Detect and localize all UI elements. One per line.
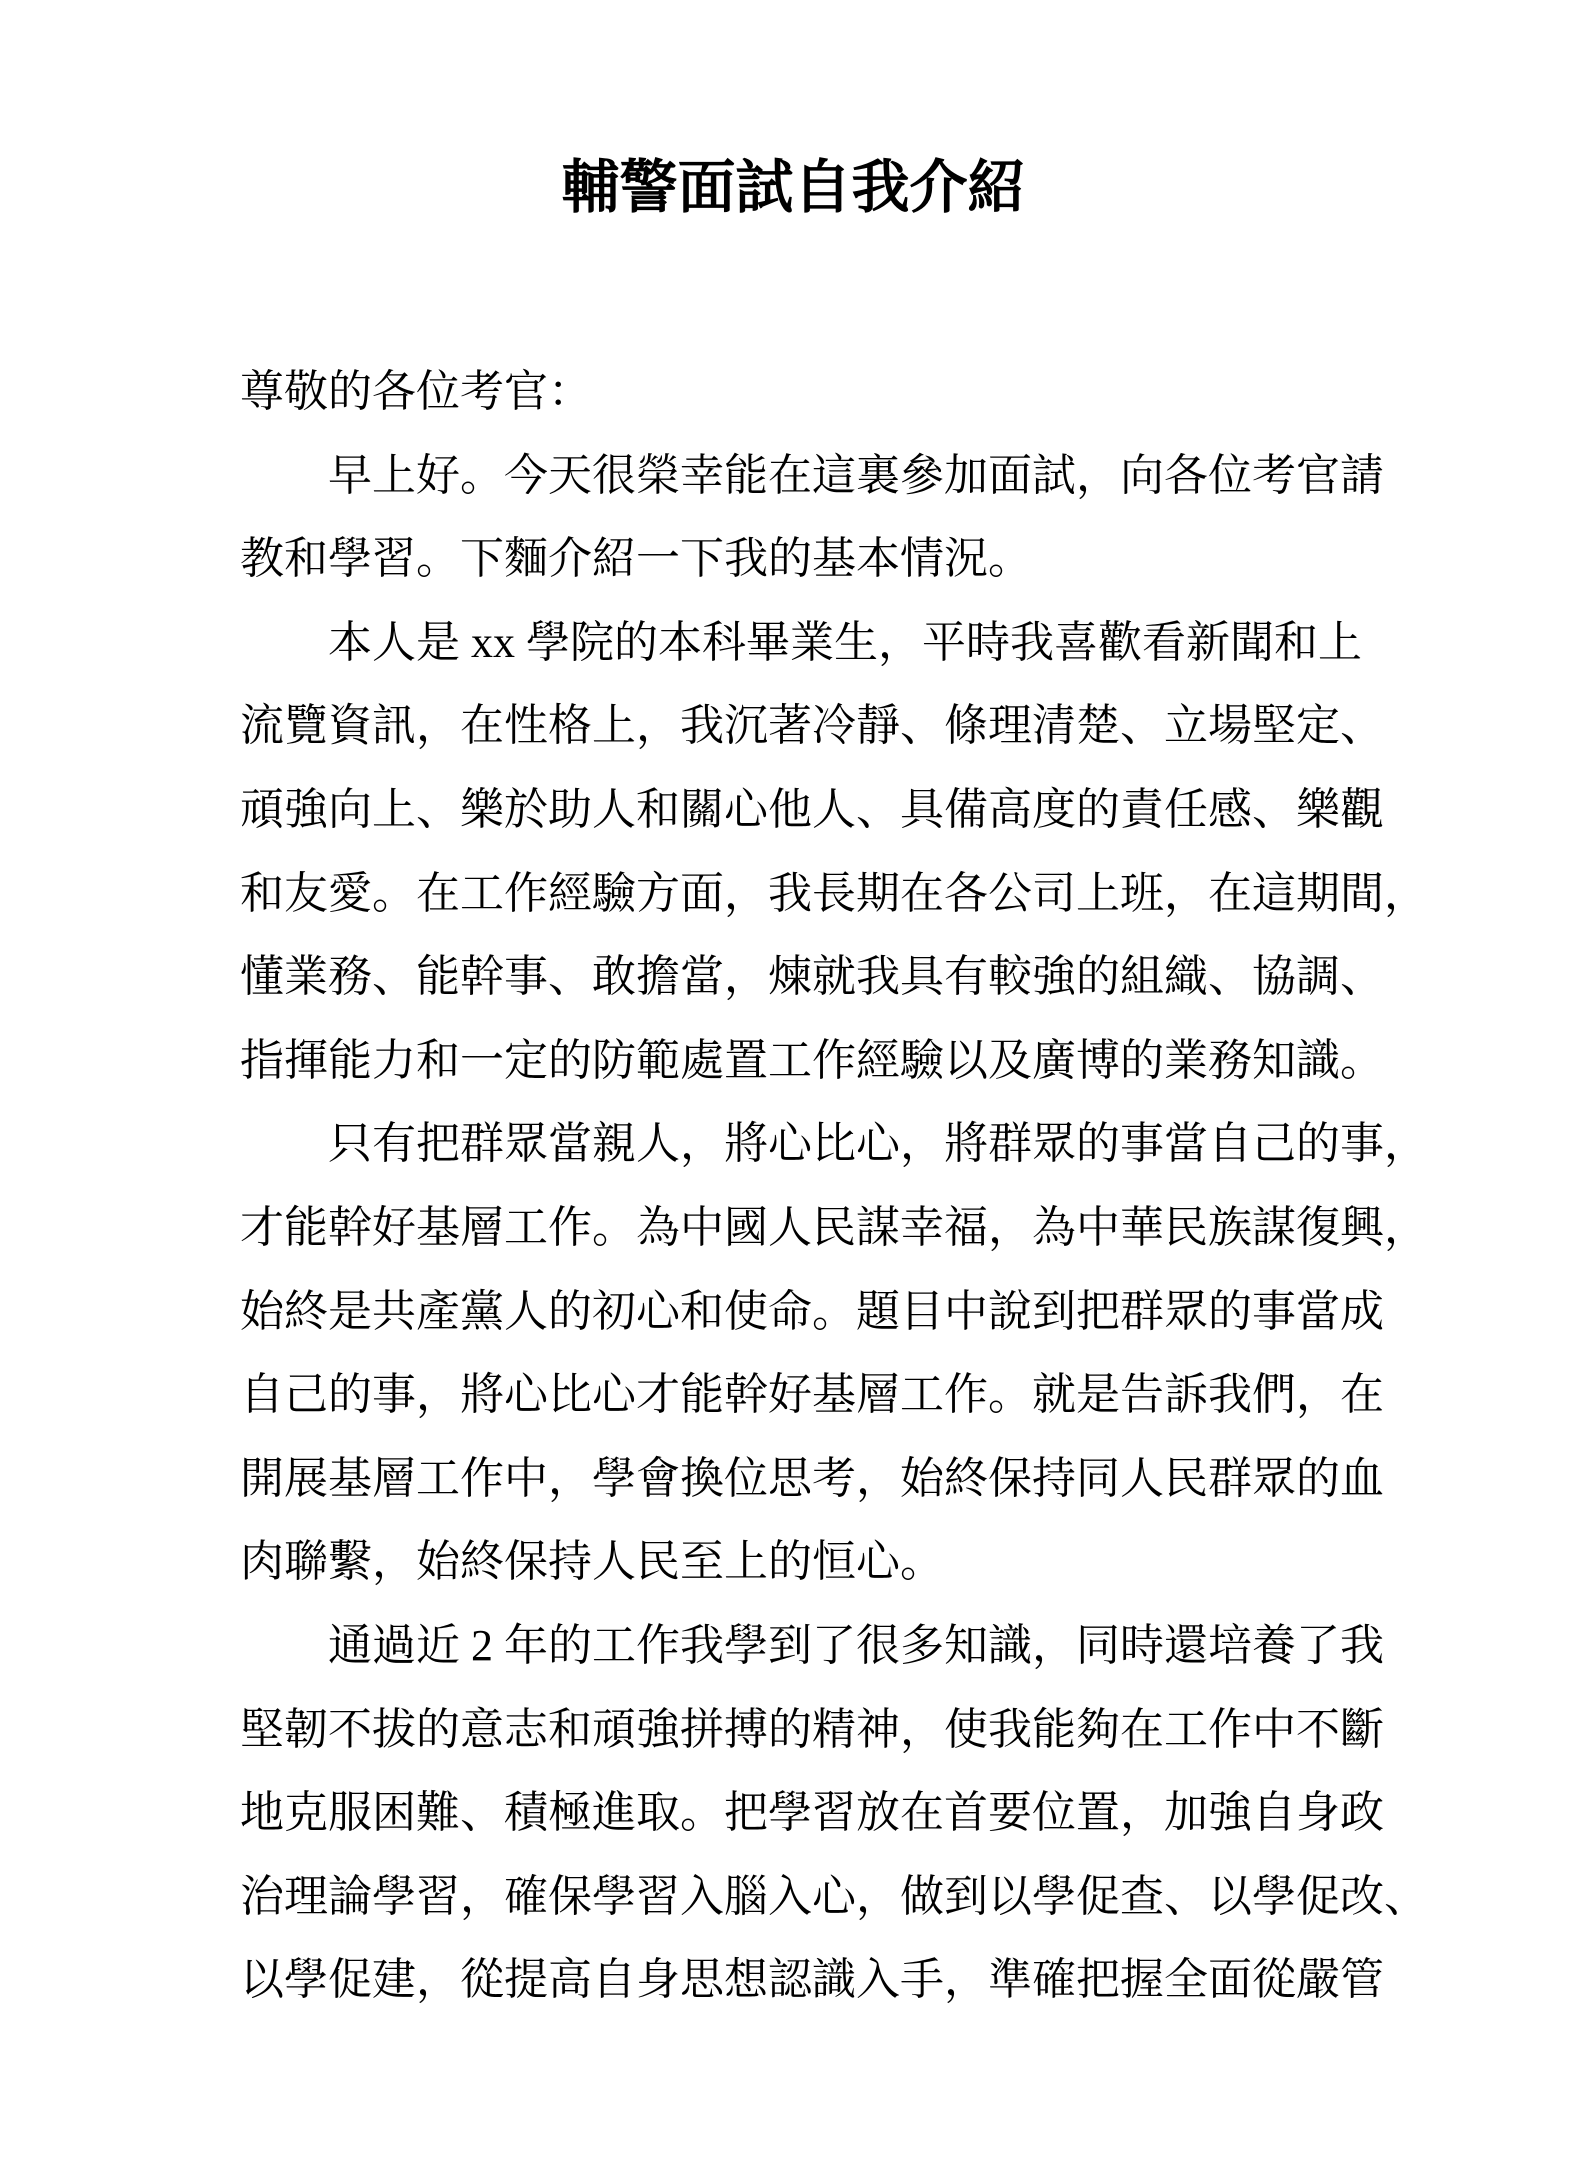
paragraph-line: 地克服困難、積極進取。把學習放在首要位置，加強自身政 — [240, 1788, 1384, 1838]
paragraph-line: 始終是共產黨人的初心和使命。題目中說到把群眾的事當成 — [240, 1286, 1384, 1336]
paragraph-line: 流覽資訊，在性格上，我沉著冷靜、條理清楚、立場堅定、 — [240, 701, 1384, 751]
paragraph-line: 以學促建，從提高自身思想認識入手，準確把握全面從嚴管 — [240, 1955, 1384, 2005]
paragraph-line: 頑強向上、樂於助人和關心他人、具備高度的責任感、樂觀 — [240, 784, 1384, 834]
paragraph-line: 自己的事，將心比心才能幹好基層工作。就是告訴我們，在 — [240, 1370, 1384, 1420]
paragraph-line: 本人是 xx 學院的本科畢業生，平時我喜歡看新聞和上 — [328, 617, 1362, 667]
paragraph-line: 肉聯繫，始終保持人民至上的恒心。 — [240, 1537, 944, 1587]
paragraph-line: 通過近 2 年的工作我學到了很多知識，同時還培養了我 — [328, 1620, 1384, 1670]
paragraph-line: 懂業務、能幹事、敢擔當，煉就我具有較強的組織、協調、 — [240, 952, 1384, 1002]
document-body — [240, 362, 1428, 2034]
salutation-line: 尊敬的各位考官： — [240, 367, 592, 416]
paragraph-line: 堅韌不拔的意志和頑強拼搏的精神，使我能夠在工作中不斷 — [240, 1704, 1384, 1754]
paragraph-line: 開展基層工作中，學會換位思考，始終保持同人民群眾的血 — [240, 1453, 1384, 1503]
paragraph-line: 只有把群眾當親人，將心比心，將群眾的事當自己的事， — [328, 1119, 1428, 1169]
paragraph-line: 治理論學習，確保學習入腦入心，做到以學促查、以學促改、 — [240, 1871, 1428, 1921]
paragraph-line: 指揮能力和一定的防範處置工作經驗以及廣博的業務知識。 — [240, 1035, 1384, 1085]
paragraph-line: 和友愛。在工作經驗方面，我長期在各公司上班，在這期間， — [240, 868, 1428, 918]
paragraph-line: 早上好。今天很榮幸能在這裏參加面試，向各位考官請 — [328, 450, 1384, 500]
paragraph-line: 才能幹好基層工作。為中國人民謀幸福，為中華民族謀復興， — [240, 1202, 1428, 1252]
paragraph-line: 教和學習。下麵介紹一下我的基本情況。 — [240, 534, 1032, 584]
document-title: 輔警面試自我介紹 — [561, 155, 1026, 220]
